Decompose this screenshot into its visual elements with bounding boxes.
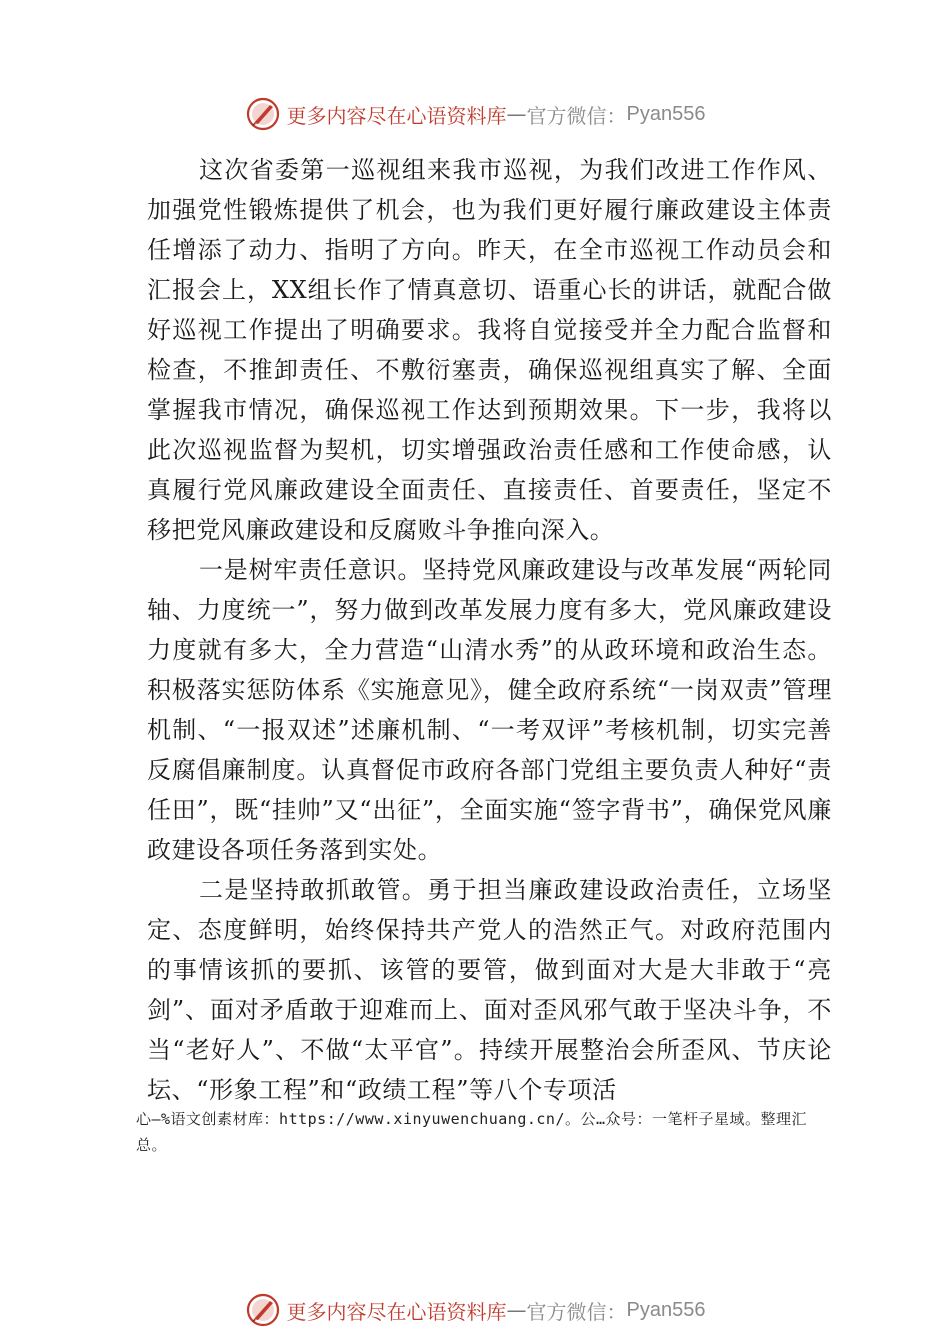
footer-banner (0, 1290, 950, 1330)
paragraph-point-two: 二是坚持敢抓敢管。勇于担当廉政建设政治责任，立场坚定、态度鲜明，始终保持共产党人的浩然正气。对政府范围内的事情该抓的要抓、该管的要管，做到面对大是大非敢于“亮剑”、面对矛盾敢于迎难而上、面对歪风邪气敢于坚决斗争，不当“老好人”、不做“太平官”。持续开展整治会所歪风、节庆论坛、“形象工程”和“政绩工程”等八个专项活 (147, 876, 832, 1104)
banner-brand-text: 更多内容尽在心语资料库 (286, 103, 507, 128)
quill-pen-logo-icon (245, 96, 281, 132)
header-banner (0, 94, 950, 134)
footer-wechat-id: Pyan556 (626, 1298, 706, 1321)
source-footnote: 心—%语文创素材库：https://www.xinyuwenchuang.cn/。公…众号：一笔杆子星域。整理汇总。 (136, 1110, 808, 1154)
paragraph-intro: 这次省委第一巡视组来我市巡视，为我们改进工作作风、加强党性锻炼提供了机会，也为我们更好履行廉政建设主体责任增添了动力、指明了方向。昨天，在全市巡视工作动员会和汇报会上，XX组长作了情真意切、语重心长的讲话，就配合做好巡视工作提出了明确要求。我将自觉接受并全力配合监督和检查，不推卸责任、不敷衍塞责，确保巡视组真实了解、全面掌握我市情况，确保巡视工作达到预期效果。下一步，我将以此次巡视监督为契机，切实增强政治责任感和工作使命感，认真履行党风廉政建设全面责任、直接责任、首要责任，坚定不移把党风廉政建设和反腐败斗争推向深入。 (147, 156, 832, 544)
footer-wechat-label: 官方微信： (526, 1299, 627, 1324)
paragraph-point-one: 一是树牢责任意识。坚持党风廉政建设与改革发展“两轮同轴、力度统一”，努力做到改革发展力度有多大，党风廉政建设力度就有多大，全力营造“山清水秀”的从政环境和政治生态。积极落实惩防体系《实施意见》，健全政府系统“一岗双责”管理机制、“一报双述”述廉机制、“一考双评”考核机制，切实完善反腐倡廉制度。认真督促市政府各部门党组主要负责人种好“责任田”，既“挂帅”又“出征”，全面实施“签字背书”，确保党风廉政建设各项任务落到实处。 (147, 556, 832, 864)
footer-brand-text: 更多内容尽在心语资料库 (286, 1299, 507, 1324)
quill-pen-logo-icon (245, 1292, 281, 1328)
banner-wechat-label: 官方微信： (526, 103, 627, 128)
footer-dash: — (506, 1298, 527, 1322)
banner-wechat-id: Pyan556 (626, 102, 706, 125)
banner-dash: — (506, 102, 527, 126)
document-body (147, 150, 832, 1110)
